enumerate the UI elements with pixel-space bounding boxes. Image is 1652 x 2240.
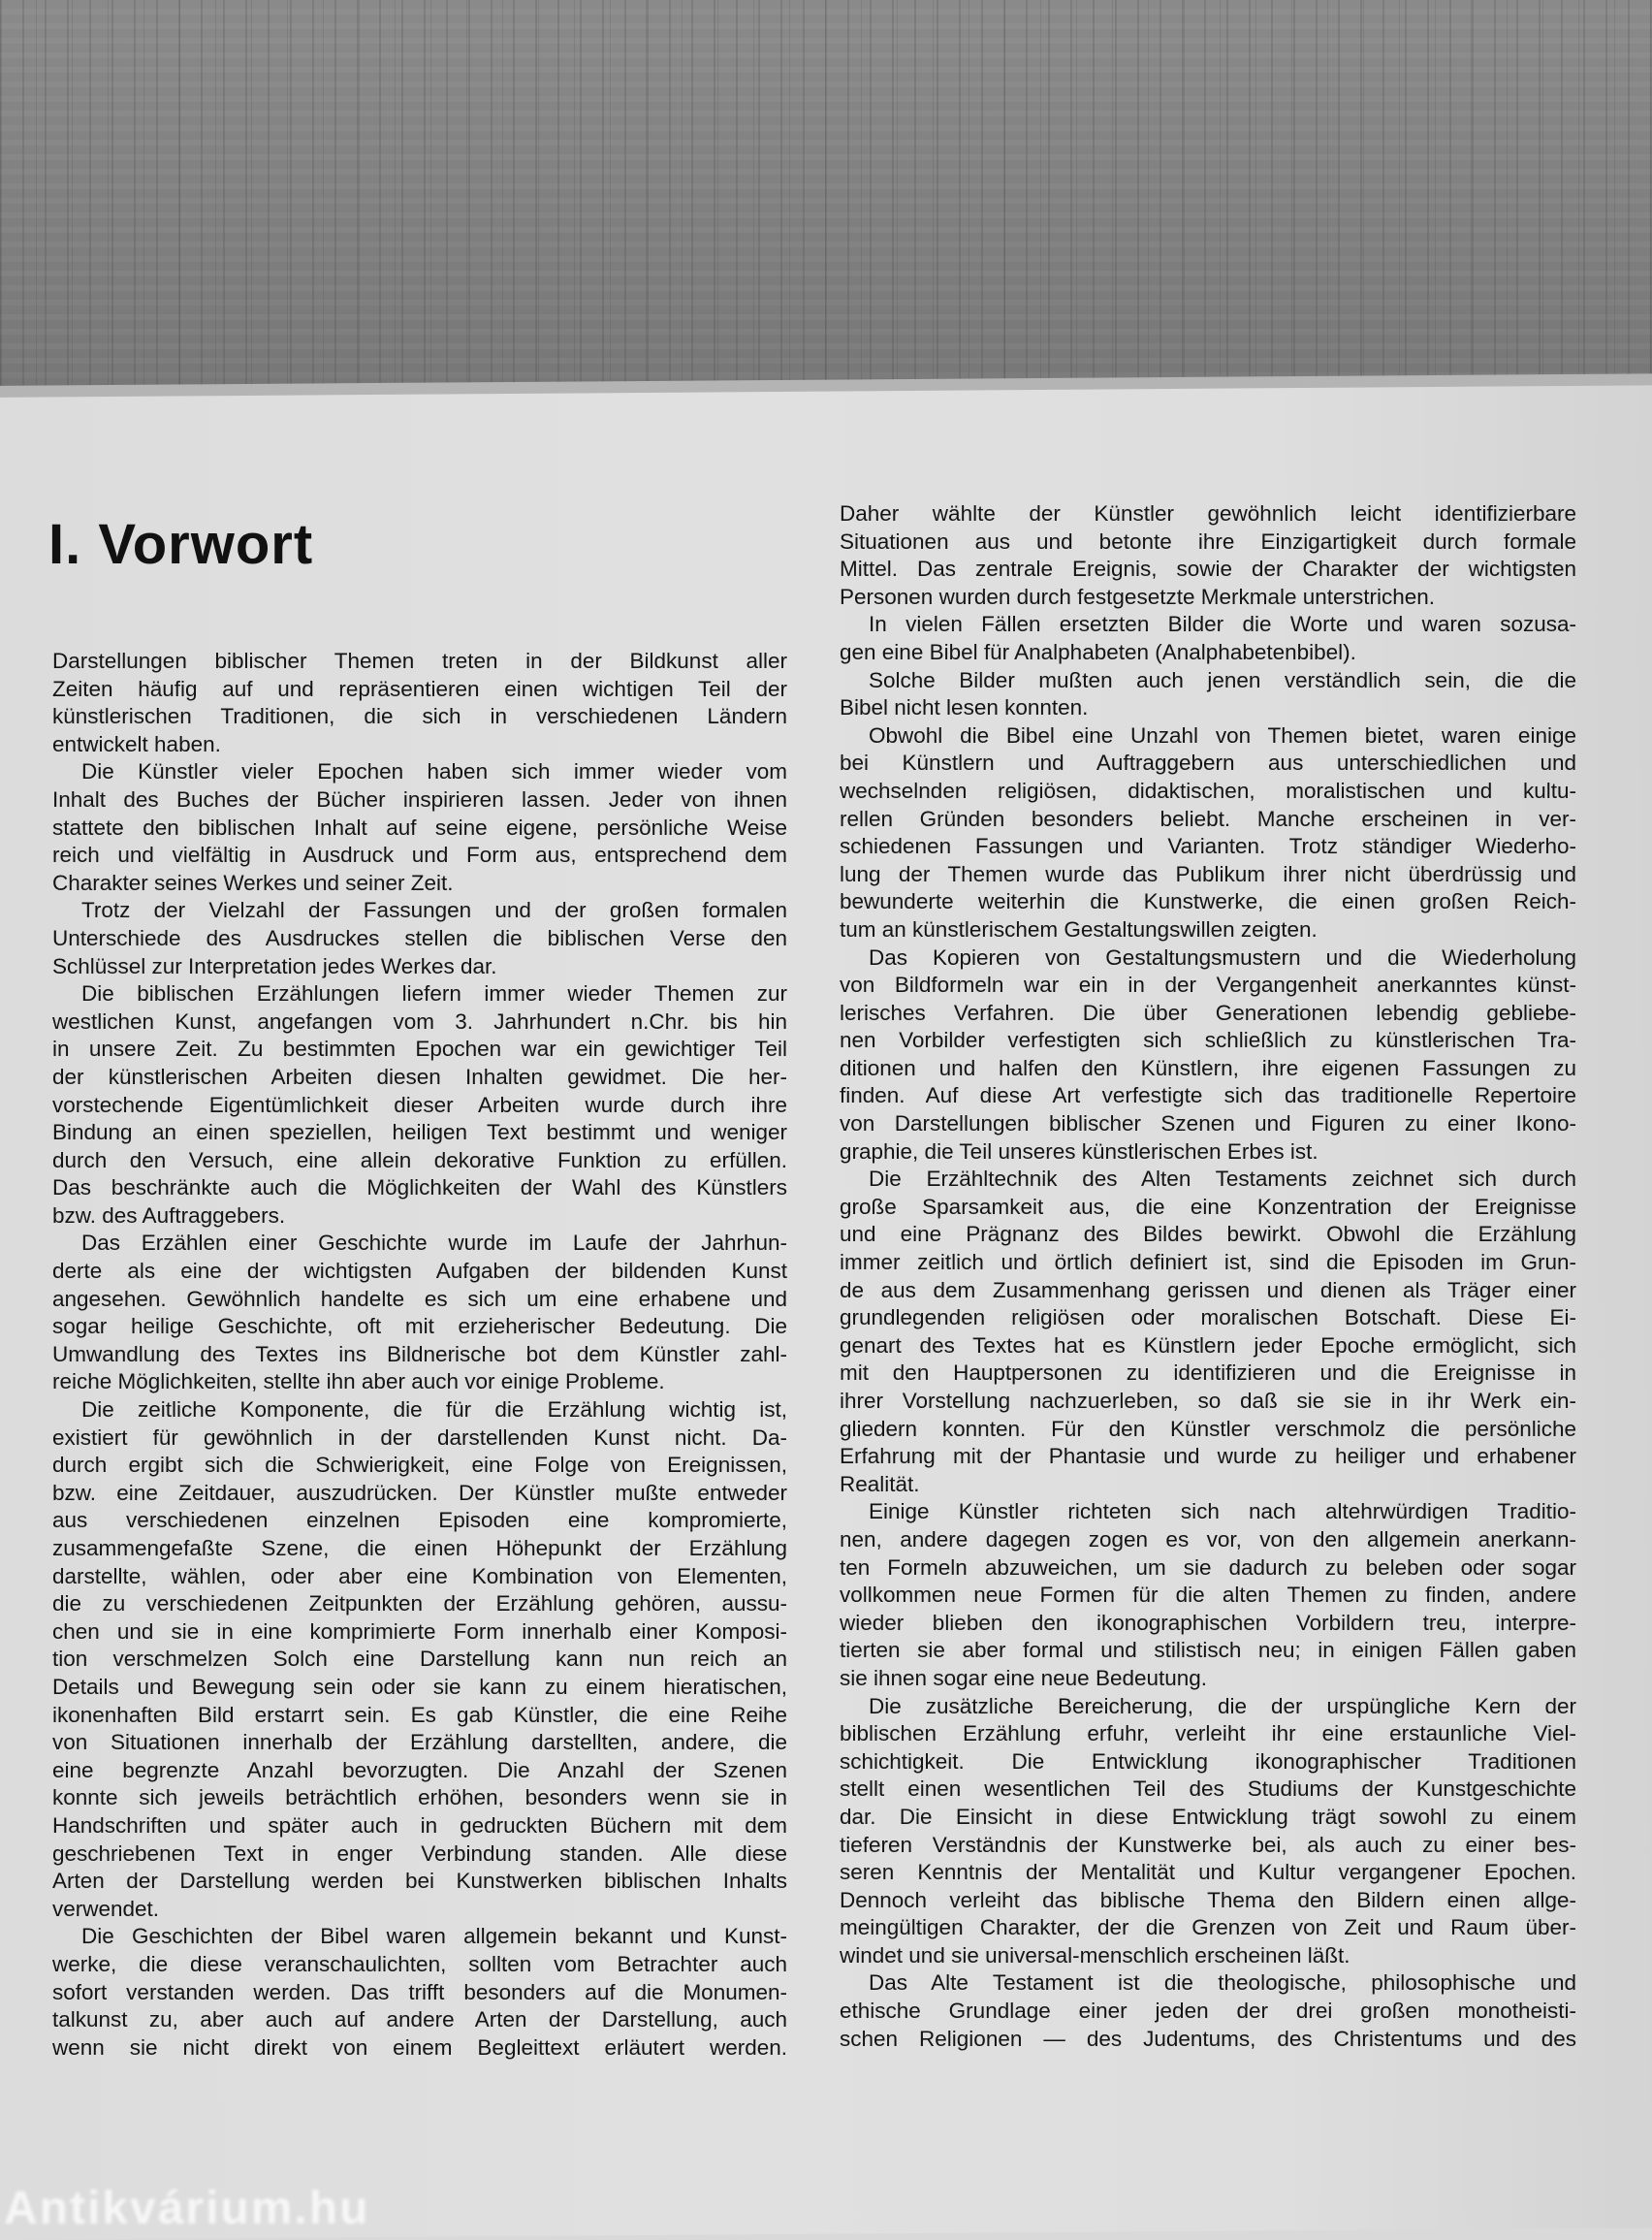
text-line: gliedern konnten. Für den Künstler verschmolz die persönliche [840, 1416, 1576, 1441]
text-line: immer zeitlich und örtlich definiert ist, sind die Episoden im Grun- [840, 1250, 1576, 1275]
text-line: sogar heilige Geschichte, oft mit erzieherischer Bedeutung. Die [52, 1314, 787, 1339]
text-line: Darstellungen biblischer Themen treten in der Bildkunst aller [52, 649, 787, 673]
text-line: schen Religionen — des Judentums, des Christentums und des [840, 2026, 1576, 2051]
text-line: Handschriften und später auch in gedruckten Büchern mit dem [52, 1812, 787, 1838]
text-line: Obwohl die Bibel eine Unzahl von Themen bietet, waren einige [869, 722, 1576, 748]
text-line: schichtigkeit. Die Entwicklung ikonographischer Traditionen [840, 1748, 1576, 1774]
watermark: Antikvárium.hu [4, 2183, 370, 2234]
text-line: angesehen. Gewöhnlich handelte es sich um eine erhabene und [52, 1286, 787, 1311]
text-line: sie ihnen sogar eine neue Bedeutung. [840, 1665, 1208, 1690]
text-line: nen Vorbilder verfestigten sich schließlich zu künstlerischen Tra- [840, 1028, 1576, 1053]
text-line: Die Geschichten der Bibel waren allgemein bekannt und Kunst- [81, 1924, 787, 1949]
text-line: und eine Prägnanz des Bildes bewirkt. Obwohl die Erzählung [840, 1222, 1576, 1247]
text-line: westlichen Kunst, angefangen vom 3. Jahrhundert n.Chr. bis hin [52, 1008, 787, 1034]
text-line: bzw. des Auftraggebers. [52, 1202, 286, 1228]
text-line: Inhalt des Buches der Bücher inspirieren lassen. Jeder von ihnen [52, 786, 787, 812]
text-line: biblischen Erzählung erfuhr, verleiht ihr eine erstaunliche Viel- [840, 1721, 1576, 1746]
text-line: Das Erzählen einer Geschichte wurde im Laufe der Jahrhun- [81, 1231, 787, 1256]
text-line: Erfahrung mit der Phantasie und wurde zu heiliger und erhabener [840, 1444, 1576, 1469]
text-line: eine begrenzte Anzahl bevorzugten. Die Anzahl der Szenen [52, 1757, 787, 1782]
text-line: wechselnden religiösen, didaktischen, moralistischen und kultu- [840, 778, 1576, 803]
text-line: von Darstellungen biblischer Szenen und Figuren zu einer Ikono- [840, 1111, 1576, 1136]
chapter-heading: I. Vorwort [48, 513, 314, 576]
text-line: ten Formeln abzuweichen, um sie dadurch zu beleben oder sogar [840, 1554, 1576, 1580]
text-line: die zu verschiedenen Zeitpunkten der Erzählung gehören, aussu- [52, 1591, 787, 1616]
left-text-column [52, 648, 787, 2062]
text-line: wieder blieben den ikonographischen Vorbildern treu, interpre- [840, 1610, 1576, 1635]
text-line: bei Künstlern und Auftraggebern aus unterschiedlichen und [840, 751, 1576, 776]
text-line: dar. Die Einsicht in diese Entwicklung trägt sowohl zu einem [840, 1804, 1576, 1829]
text-line: Die Künstler vieler Epochen haben sich immer wieder vom [81, 759, 787, 784]
text-line: durch den Versuch, eine allein dekorative Funktion zu erfüllen. [52, 1147, 787, 1172]
text-line: Die biblischen Erzählungen liefern immer wieder Themen zur [81, 981, 787, 1007]
text-line: grundlegenden religiösen oder moralischen Botschaft. Diese Ei- [840, 1305, 1576, 1330]
text-line: ditionen und halfen den Künstlern, ihre eigenen Fassungen zu [840, 1055, 1576, 1080]
text-line: künstlerischen Traditionen, die sich in verschiedenen Ländern [52, 704, 787, 729]
text-line: existiert für gewöhnlich in der darstellenden Kunst nicht. Da- [52, 1424, 787, 1450]
text-line: Die Erzähltechnik des Alten Testaments zeichnet sich durch [869, 1167, 1576, 1192]
text-line: darstellte, wählen, oder aber eine Kombination von Elementen, [52, 1563, 787, 1588]
text-line: aus verschiedenen einzelnen Episoden eine kompromierte, [52, 1508, 787, 1533]
text-line: derte als eine der wichtigsten Aufgaben der bildenden Kunst [52, 1259, 787, 1284]
text-line: in unsere Zeit. Zu bestimmten Epochen war ein gewichtiger Teil [52, 1037, 787, 1062]
text-line: talkunst zu, aber auch auf andere Arten der Darstellung, auch [52, 2007, 787, 2032]
text-line: nen, andere dagegen zogen es vor, von den allgemein anerkann- [840, 1526, 1576, 1552]
text-line: stattete den biblischen Inhalt auf seine eigene, persönliche Weise [52, 815, 787, 840]
text-line: Situationen aus und betonte ihre Einzigartigkeit durch formale [840, 528, 1576, 554]
text-line: chen und sie in eine komprimierte Form innerhalb einer Komposi- [52, 1618, 787, 1644]
text-line: von Situationen innerhalb der Erzählung darstellten, andere, die [52, 1730, 787, 1755]
text-line: Solche Bilder mußten auch jenen verständlich sein, die die [869, 667, 1576, 692]
text-line: Realität. [840, 1471, 920, 1496]
text-line: werke, die diese veranschaulichten, sollten vom Betrachter auch [52, 1951, 787, 1976]
text-line: geschriebenen Text in enger Verbindung standen. Alle diese [52, 1840, 787, 1866]
text-line: tum an künstlerischem Gestaltungswillen zeigten. [840, 916, 1318, 942]
text-line: tion verschmelzen Solch eine Darstellung kann nun reich an [52, 1647, 787, 1672]
text-line: bzw. eine Zeitdauer, auszudrücken. Der Künstler mußte entweder [52, 1480, 787, 1505]
text-line: lerisches Verfahren. Die über Generationen lebendig gebliebe- [840, 1000, 1576, 1025]
text-line: stellt einen wesentlichen Teil des Studiums der Kunstgeschichte [840, 1776, 1576, 1802]
text-line: de aus dem Zusammenhang gerissen und dienen als Träger einer [840, 1277, 1576, 1302]
text-line: Daher wählte der Künstler gewöhnlich leicht identifizierbare [840, 501, 1576, 526]
text-line: entwickelt haben. [52, 731, 221, 756]
text-line: ikonenhaften Bild erstarrt sein. Es gab Künstler, die eine Reihe [52, 1702, 787, 1727]
text-line: konnte sich jeweils beträchtlich erhöhen, besonders wenn sie in [52, 1785, 787, 1810]
text-line: Details und Bewegung sein oder sie kann zu einem hieratischen, [52, 1674, 787, 1699]
text-line: bewunderte weiterhin die Kunstwerke, die einen großen Reich- [840, 889, 1576, 914]
text-line: tierten sie aber formal und stilistisch neu; in einigen Fällen gaben [840, 1638, 1576, 1663]
text-line: Die zeitliche Komponente, die für die Erzählung wichtig ist, [81, 1397, 787, 1423]
text-line: vollkommen neue Formen für die alten Themen zu finden, andere [840, 1583, 1576, 1608]
text-line: Charakter seines Werkes und seiner Zeit. [52, 870, 454, 895]
text-line: Umwandlung des Textes ins Bildnerische bot dem Künstler zahl- [52, 1341, 787, 1366]
text-line: Die zusätzliche Bereicherung, die der urspüngliche Kern der [869, 1693, 1576, 1718]
text-line: Personen wurden durch festgesetzte Merkmale unterstrichen. [840, 584, 1436, 609]
text-line: windet und sie universal-menschlich erscheinen läßt. [840, 1942, 1350, 1968]
text-line: Dennoch verleiht das biblische Thema den Bildern einen allge- [840, 1887, 1576, 1912]
text-line: ihrer Vorstellung nachzuerleben, so daß sie sie in ihr Werk ein- [840, 1389, 1576, 1413]
text-line: reich und vielfältig in Ausdruck und Form aus, entsprechend dem [52, 843, 787, 868]
text-line: Das Kopieren von Gestaltungsmustern und die Wiederholung [869, 944, 1576, 970]
text-line: Einige Künstler richteten sich nach altehrwürdigen Traditio- [869, 1499, 1576, 1524]
text-line: Das beschränkte auch die Möglichkeiten der Wahl des Künstlers [52, 1175, 787, 1200]
text-line: finden. Auf diese Art verfestigte sich das traditionelle Repertoire [840, 1083, 1576, 1108]
text-line: schiedenen Fassungen und Varianten. Trotz ständiger Wiederho- [840, 834, 1576, 859]
text-line: Zeiten häufig auf und repräsentieren einen wichtigen Teil der [52, 676, 787, 701]
text-line: wenn sie nicht direkt von einem Begleittext erläutert werden. [52, 2034, 787, 2060]
text-line: durch ergibt sich die Schwierigkeit, eine Folge von Ereignissen, [52, 1453, 787, 1478]
text-line: der künstlerischen Arbeiten diesen Inhalten gewidmet. Die her- [52, 1064, 787, 1089]
text-line: tieferen Verständnis der Kunstwerke bei, als auch zu einer bes- [840, 1832, 1576, 1857]
text-line: mit den Hauptpersonen zu identifizieren und die Ereignisse in [840, 1360, 1576, 1386]
text-line: lung der Themen wurde das Publikum ihrer nicht überdrüssig und [840, 861, 1576, 886]
right-text-column [840, 500, 1576, 2053]
text-line: genart des Textes hat es Künstlern jeder Epoche ermöglicht, sich [840, 1332, 1576, 1358]
text-line: Bindung an einen speziellen, heiligen Text bestimmt und weniger [52, 1120, 787, 1145]
text-line: Das Alte Testament ist die theologische, philosophische und [869, 1970, 1576, 1996]
text-line: reiche Möglichkeiten, stellte ihn aber auch vor einige Probleme. [52, 1369, 665, 1394]
text-line: ethische Grundlage einer jeden der drei großen monotheisti- [840, 1999, 1576, 2024]
text-line: vorstechende Eigentümlichkeit dieser Arbeiten wurde durch ihre [52, 1092, 787, 1117]
text-line: von Bildformeln war ein in der Vergangenheit anerkanntes künst- [840, 973, 1576, 998]
text-line: sofort verstanden werden. Das trifft besonders auf die Monumen- [52, 1979, 787, 2004]
text-line: verwendet. [52, 1896, 160, 1921]
text-line: rellen Gründen besonders beliebt. Manche erscheinen in ver- [840, 806, 1576, 831]
text-line: große Sparsamkeit aus, die eine Konzentration der Ereignisse [840, 1194, 1576, 1219]
text-line: In vielen Fällen ersetzten Bilder die Worte und waren sozusa- [869, 612, 1576, 637]
text-line: Arten der Darstellung werden bei Kunstwerken biblischen Inhalts [52, 1869, 787, 1894]
text-line: Bibel nicht lesen konnten. [840, 695, 1089, 720]
text-line: meingültigen Charakter, der die Grenzen von Zeit und Raum über- [840, 1915, 1576, 1940]
text-line: zusammengefaßte Szene, die einen Höhepunkt der Erzählung [52, 1536, 787, 1560]
text-line: Unterschiede des Ausdruckes stellen die biblischen Verse den [52, 925, 787, 950]
text-line: Schlüssel zur Interpretation jedes Werkes dar. [52, 953, 497, 978]
text-line: gen eine Bibel für Analphabeten (Analphabetenbibel). [840, 639, 1356, 664]
text-line: seren Kenntnis der Mentalität und Kultur vergangener Epochen. [840, 1860, 1576, 1885]
text-line: Trotz der Vielzahl der Fassungen und der großen formalen [81, 898, 787, 923]
text-line: graphie, die Teil unseres künstlerischen Erbes ist. [840, 1138, 1318, 1164]
text-line: Mittel. Das zentrale Ereignis, sowie der Charakter der wichtigsten [840, 557, 1576, 582]
